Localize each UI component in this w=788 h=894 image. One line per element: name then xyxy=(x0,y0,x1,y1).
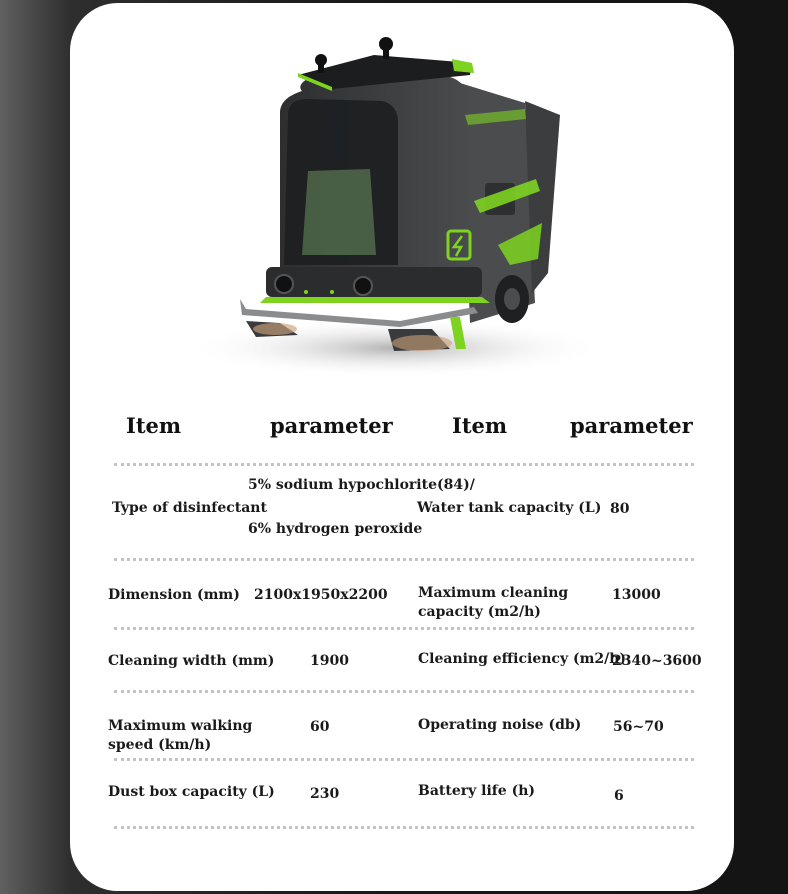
item-max-cleaning-capacity-line2: capacity (m2/h) xyxy=(418,604,541,620)
item-dust-box-capacity: Dust box capacity (L) xyxy=(108,784,275,800)
spec-card xyxy=(70,3,734,891)
value-operating-noise: 56~70 xyxy=(613,719,664,735)
electric-sweeper-vehicle-icon xyxy=(70,3,734,403)
item-max-cleaning-capacity-line1: Maximum cleaning xyxy=(418,585,569,601)
item-type-of-disinfectant: Type of disinfectant xyxy=(112,500,267,516)
header-item: Item xyxy=(452,413,508,438)
value-max-cleaning-capacity: 13000 xyxy=(612,587,661,603)
value-cleaning-width: 1900 xyxy=(310,653,349,669)
value-battery-life: 6 xyxy=(614,788,624,804)
value-dimension: 2100x1950x2200 xyxy=(254,587,388,603)
header-parameter: parameter xyxy=(270,413,393,438)
value-disinfectant-line2: 6% hydrogen peroxide xyxy=(248,521,423,537)
item-battery-life: Battery life (h) xyxy=(418,783,535,799)
item-cleaning-width: Cleaning width (mm) xyxy=(108,653,275,669)
item-dimension: Dimension (mm) xyxy=(108,587,240,603)
value-water-tank-capacity: 80 xyxy=(610,501,630,517)
item-max-walking-speed-line2: speed (km/h) xyxy=(108,737,212,753)
value-cleaning-efficiency: 2340~3600 xyxy=(612,653,702,669)
item-max-walking-speed-line1: Maximum walking xyxy=(108,718,253,734)
item-water-tank-capacity: Water tank capacity (L) xyxy=(417,500,602,516)
value-max-walking-speed: 60 xyxy=(310,719,330,735)
row-separator xyxy=(114,558,694,561)
value-dust-box-capacity: 230 xyxy=(310,786,340,802)
row-separator xyxy=(114,758,694,761)
row-separator xyxy=(114,463,694,466)
header-parameter: parameter xyxy=(570,413,693,438)
row-separator xyxy=(114,627,694,630)
value-disinfectant-line1: 5% sodium hypochlorite(84)/ xyxy=(248,477,475,493)
row-separator xyxy=(114,826,694,829)
item-operating-noise: Operating noise (db) xyxy=(418,717,582,733)
row-separator xyxy=(114,690,694,693)
item-cleaning-efficiency: Cleaning efficiency (m2/h) xyxy=(418,651,627,667)
header-item: Item xyxy=(126,413,182,438)
